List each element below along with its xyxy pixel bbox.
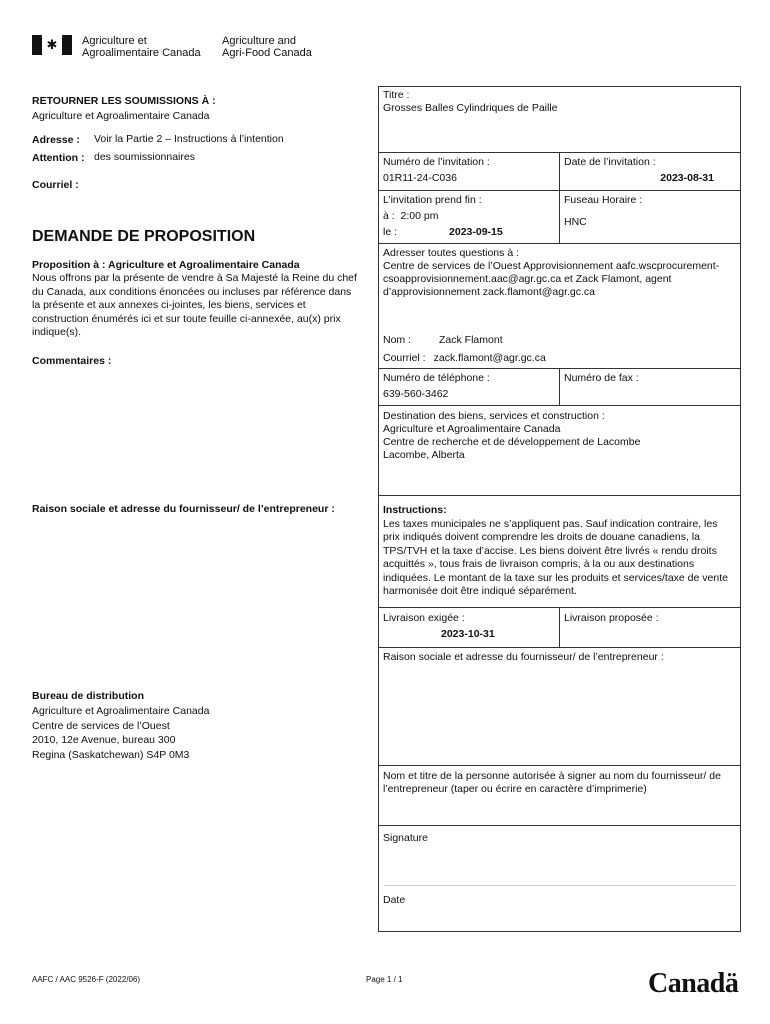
department-name-fr: Agriculture et Agroalimentaire Canada	[82, 35, 201, 59]
proposal-heading: Proposition à : Agriculture et Agroalimentaire Canada	[32, 259, 300, 271]
address-value: Voir la Partie 2 – Instructions à l’intention	[94, 133, 284, 145]
return-org: Agriculture et Agroalimentaire Canada	[32, 110, 210, 122]
page-number: Page 1 / 1	[366, 975, 403, 984]
signatory-cell: Nom et titre de la personne autorisée à signer au nom du fournisseur/ de l’entrepreneur (taper ou écrire en caractère d’imprimerie)	[383, 770, 721, 795]
supplier-cell: Raison sociale et adresse du fournisseur/ de l’entrepreneur :	[383, 651, 664, 663]
form-number: AAFC / AAC 9526-F (2022/06)	[32, 975, 141, 984]
destination-cell: Destination des biens, services et construction : Agriculture et Agroalimentaire Canada Centre de recherche et de développement de Lacombe Lacombe, Alberta	[383, 410, 641, 461]
questions-cell: Adresser toutes questions à : Centre de services de l’Ouest Approvisionnement aafc.wscprocurement-csoapprovisionnement.aac@agr.gc.ca et Zack Flamont, agent d’approvisionnement zack.flamont@agr.gc.ca Nom : Zack Flamont Courriel : zack.flamont@agr.gc.ca	[383, 247, 720, 364]
phone-cell: Numéro de téléphone : 639-560-3462	[383, 372, 490, 400]
department-name-en: Agriculture and Agri-Food Canada	[222, 35, 312, 59]
title-cell: Titre : Grosses Balles Cylindriques de Paille	[383, 89, 558, 114]
comments-label: Commentaires :	[32, 355, 112, 367]
proposal-text: Nous offrons par la présente de vendre à Sa Majesté la Reine du chef du Canada, aux conditions énoncées ou incluses par référence dans la présente et aux annexes ci-jointes, les biens, services et construction énumérés ici et sur toute feuille ci-annexée, au(x) prix indique(s).	[32, 272, 357, 338]
invitation-number-cell: Numéro de l’invitation : 01R11-24-C036	[383, 156, 490, 184]
delivery-proposed-cell: Livraison proposée :	[564, 612, 659, 624]
date-cell: Date	[383, 894, 406, 906]
delivery-required-cell: Livraison exigée : 2023-10-31	[383, 612, 495, 640]
canada-flag-icon: ✱	[32, 35, 72, 55]
email-label: Courriel :	[32, 179, 79, 191]
address-label: Adresse :	[32, 134, 80, 146]
attention-value: des soumissionnaires	[94, 151, 195, 163]
supplier-label-left: Raison sociale et adresse du fournisseur/ de l’entrepreneur :	[32, 503, 335, 515]
canada-wordmark: Canadä	[648, 968, 739, 999]
signature-cell: Signature	[383, 832, 428, 844]
page-title: DEMANDE DE PROPOSITION	[32, 228, 256, 245]
instructions-cell: Instructions: Les taxes municipales ne s’appliquent pas. Sauf indication contraire, les prix indiqués doivent comprendre les droits de douane canadiens, la TPS/TVH et la taxe d’accise. Les biens doivent être livrés « rendu droits acquittés », tous frais de livraison compris, à la ou aux destinations indiquées. Le montant de la taxe sur les produits et services/taxe de vente harmonisée doit être indiqué séparément.	[383, 504, 728, 597]
return-title: RETOURNER LES SOUMISSIONS À :	[32, 95, 216, 107]
invitation-date-cell: Date de l’invitation : 2023-08-31	[564, 156, 714, 184]
timezone-cell: Fuseau Horaire : HNC	[564, 194, 643, 228]
office-address: Agriculture et Agroalimentaire Canada Centre de services de l’Ouest 2010, 12e Avenue, bureau 300 Regina (Saskatchewan) S4P 0M3	[32, 705, 210, 761]
attention-label: Attention :	[32, 152, 85, 164]
closing-cell: L’invitation prend fin : à : 2:00 pm le : 2023-09-15	[383, 194, 503, 238]
fax-cell: Numéro de fax :	[564, 372, 639, 384]
office-heading: Bureau de distribution	[32, 690, 145, 702]
